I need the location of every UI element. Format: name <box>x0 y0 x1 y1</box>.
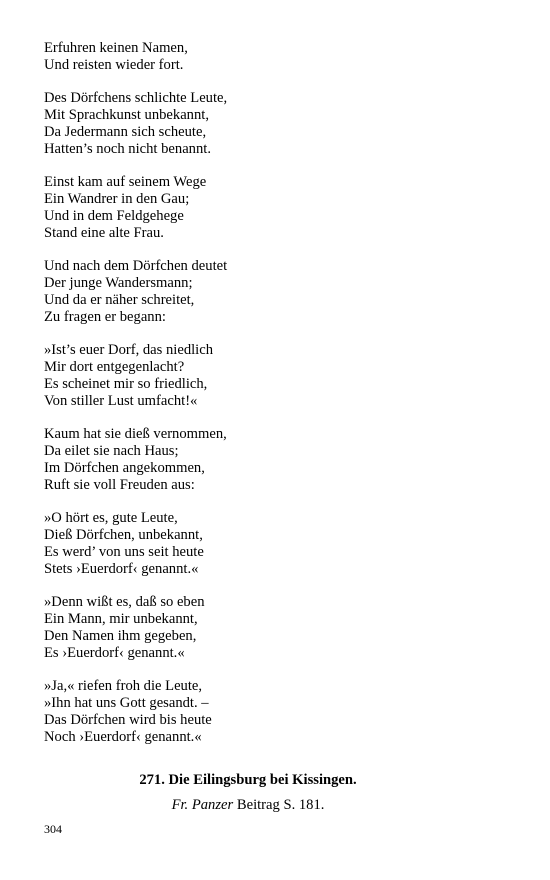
verse-line: Es ›Euerdorf‹ genannt.« <box>44 644 185 661</box>
stanza <box>44 510 524 577</box>
verse-line: Mir dort entgegenlacht? <box>44 359 185 376</box>
stanza <box>44 40 524 74</box>
section-heading: 271. Die Eilingsburg bei Kissingen. <box>139 772 357 788</box>
verse-line: »Denn wißt es, daß so eben <box>44 594 205 611</box>
source-citation <box>0 797 496 814</box>
verse-line: Und reisten wieder fort. <box>44 56 184 73</box>
verse-line: »Ist’s euer Dorf, das niedlich <box>44 342 213 359</box>
stanza <box>44 342 524 409</box>
verse-line: »Ihn hat uns Gott gesandt. – <box>44 695 209 712</box>
verse-line: Da eilet sie nach Haus; <box>44 443 179 460</box>
verse-line: Von stiller Lust umfacht!« <box>44 392 198 409</box>
verse-line: Das Dörfchen wird bis heute <box>44 711 212 728</box>
verse-line: Ein Mann, mir unbekannt, <box>44 611 198 628</box>
stanza <box>44 174 524 241</box>
verse-line: Mit Sprachkunst unbekannt, <box>44 107 209 124</box>
verse-line: Erfuhren keinen Namen, <box>44 40 188 56</box>
verse-line: »Ja,« riefen froh die Leute, <box>44 678 203 695</box>
verse-line: »O hört es, gute Leute, <box>44 510 178 527</box>
verse-line: Im Dörfchen angekommen, <box>44 459 205 476</box>
verse-line: Und da er näher schreitet, <box>44 291 195 308</box>
verse-line: Noch ›Euerdorf‹ genannt.« <box>44 728 202 745</box>
verse-line: Es scheinet mir so friedlich, <box>44 375 208 392</box>
page-number: 304 <box>44 822 62 836</box>
verse-line: Der junge Wandersmann; <box>44 275 193 292</box>
verse-line: Und nach dem Dörfchen deutet <box>44 258 228 275</box>
source-reference: Beitrag S. 181. <box>233 797 325 813</box>
verse-line: Dieß Dörfchen, unbekannt, <box>44 527 203 544</box>
stanza <box>44 258 524 325</box>
stanza <box>44 90 524 157</box>
poem <box>44 40 524 762</box>
verse-line: Hatten’s noch nicht benannt. <box>44 140 211 157</box>
verse-line: Ein Wandrer in den Gau; <box>44 191 190 208</box>
verse-line: Des Dörfchens schlichte Leute, <box>44 90 228 107</box>
verse-line: Stets ›Euerdorf‹ genannt.« <box>44 560 199 577</box>
verse-line: Da Jedermann sich scheute, <box>44 123 207 140</box>
verse-line: Stand eine alte Frau. <box>44 224 164 241</box>
verse-line: Zu fragen er begann: <box>44 308 166 325</box>
verse-line: Kaum hat sie dieß vernommen, <box>44 426 227 443</box>
stanza <box>44 678 524 745</box>
stanza <box>44 594 524 661</box>
source-author: Fr. Panzer <box>171 797 234 813</box>
verse-line: Es werd’ von uns seit heute <box>44 543 204 560</box>
verse-line: Einst kam auf seinem Wege <box>44 174 207 191</box>
verse-line: Den Namen ihm gegeben, <box>44 627 197 644</box>
stanza <box>44 426 524 493</box>
verse-line: Ruft sie voll Freuden aus: <box>44 476 195 493</box>
verse-line: Und in dem Feldgehege <box>44 207 184 224</box>
